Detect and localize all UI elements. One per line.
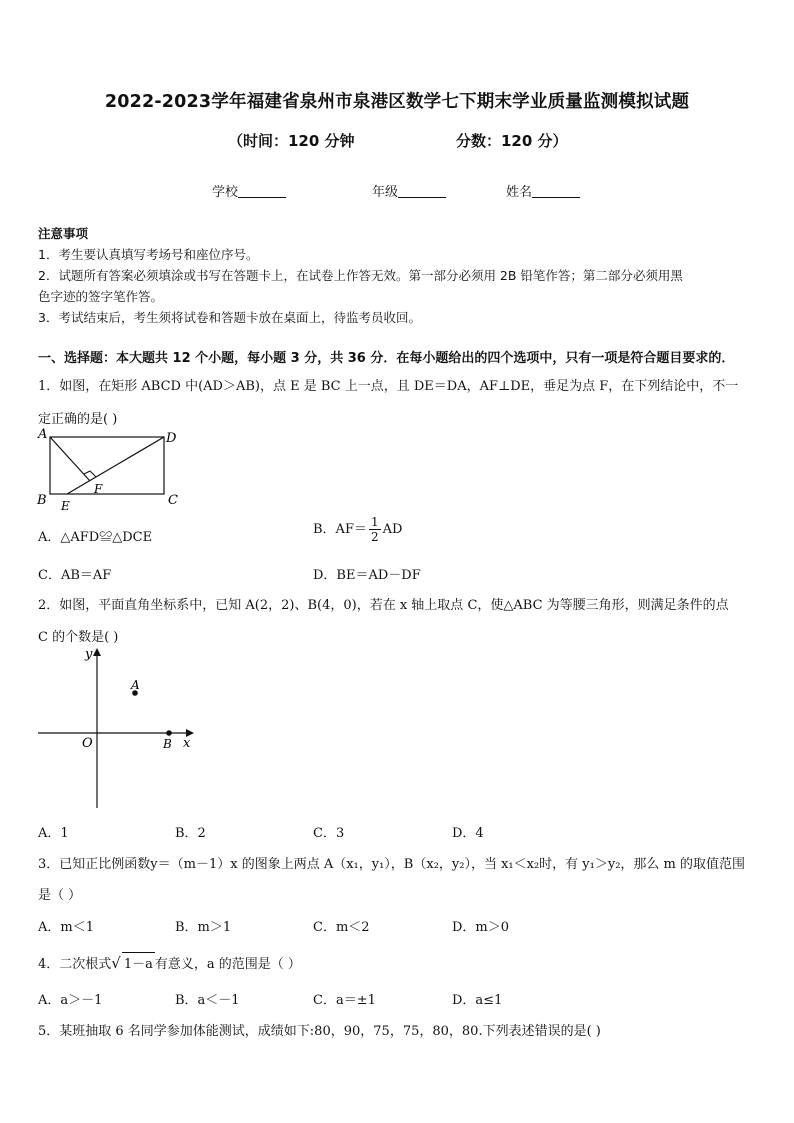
exam-time: （时间：120 分钟 xyxy=(228,132,355,150)
fraction-one-half xyxy=(369,515,381,544)
grade-label: 年级 xyxy=(372,185,399,200)
grade-blank xyxy=(398,185,446,198)
sqrt-symbol: √ xyxy=(111,954,121,972)
label-a: A xyxy=(38,427,48,442)
question-5-text: 5．某班抽取 6 名同学参加体能测试，成绩如下:80，90，75，75，80，80.下列表述错误的是( ) xyxy=(38,1024,601,1039)
q1-option-b-prefix: B．AF＝ xyxy=(313,522,367,537)
school-blank xyxy=(238,185,286,198)
notes-heading: 注意事项 xyxy=(38,226,89,241)
question-4-text xyxy=(38,952,301,972)
note-item: 1．考生要认真填写考场号和座位序号。 xyxy=(38,247,259,262)
label-e: E xyxy=(61,499,70,513)
question-2-text-cont: C 的个数是( ) xyxy=(38,630,119,645)
question-1-text: 1．如图，在矩形 ABCD 中(AD＞AB)，点 E 是 BC 上一点，且 DE＝DA，AF⊥DE，垂足为点 F，在下列结论中，不一 xyxy=(38,379,739,394)
q2-option-d[interactable]: D．4 xyxy=(452,826,484,841)
label-y: y xyxy=(85,647,93,662)
segment-de xyxy=(67,437,164,494)
question-2-text: 2．如图，平面直角坐标系中，已知 A(2，2)、B(4，0)，若在 x 轴上取点 C，使△ABC 为等腰三角形，则满足条件的点 xyxy=(38,598,729,613)
fraction-denominator: 2 xyxy=(370,530,379,544)
question-3-text-a: 3．已知正比例函数 xyxy=(38,857,151,872)
label-b: B xyxy=(37,493,47,508)
q1-option-b[interactable] xyxy=(313,515,402,544)
q4-option-d[interactable]: D．a≤1 xyxy=(452,993,503,1008)
grade-field[interactable] xyxy=(372,181,446,200)
q2-option-a[interactable]: A．1 xyxy=(38,826,69,841)
q4-option-a[interactable]: A．a＞－1 xyxy=(38,993,103,1008)
section-heading: 一、选择题：本大题共 12 个小题，每小题 3 分，共 36 分．在每小题给出的四个选项中，只有一项是符合题目要求的． xyxy=(38,351,735,366)
label-o: O xyxy=(82,736,93,751)
note-item: 色字迹的签字笔作答。 xyxy=(38,289,164,304)
rectangle-abcd xyxy=(50,437,164,494)
q1-option-b-suffix: AD xyxy=(382,522,403,537)
q3-option-a[interactable]: A．m＜1 xyxy=(38,920,94,935)
exam-score: 分数：120 分） xyxy=(456,132,568,150)
label-f: F xyxy=(94,482,103,496)
q4-option-b[interactable]: B．a＜－1 xyxy=(175,993,240,1008)
label-c: C xyxy=(168,493,178,508)
school-field[interactable] xyxy=(212,181,286,200)
name-label: 姓名 xyxy=(506,185,533,200)
coordinate-figure xyxy=(30,640,200,812)
question-4-prefix: 4．二次根式 xyxy=(38,957,112,972)
label-x: x xyxy=(183,736,191,751)
question-3-text xyxy=(38,853,745,872)
y-axis-arrow xyxy=(93,648,101,656)
q1-option-d[interactable]: D．BE＝AD－DF xyxy=(313,568,421,583)
point-b xyxy=(166,730,172,736)
q2-option-c[interactable]: C．3 xyxy=(313,826,345,841)
note-item: 3．考试结束后，考生须将试卷和答题卡放在桌面上，待监考员收回。 xyxy=(38,310,421,325)
label-b: B xyxy=(163,737,172,751)
segment-af xyxy=(50,437,90,481)
school-label: 学校 xyxy=(212,185,239,200)
label-d: D xyxy=(166,431,177,446)
q3-option-c[interactable]: C．m＜2 xyxy=(313,920,370,935)
q2-option-b[interactable]: B．2 xyxy=(175,826,206,841)
name-field[interactable] xyxy=(506,181,580,200)
q3-option-d[interactable]: D．m＞0 xyxy=(452,920,510,935)
q1-option-c[interactable]: C．AB＝AF xyxy=(38,568,112,583)
label-a: A xyxy=(131,678,140,692)
question-3-text-b: y＝（m－1）x 的图象上两点 A（x₁，y₁），B（x₂，y₂），当 x₁＜x₂时，有 y₁＞y₂，那么 m 的取值范围 xyxy=(150,857,746,872)
rectangle-figure xyxy=(30,426,190,516)
question-1-text-cont: 定正确的是( ) xyxy=(38,412,118,427)
question-3-text-cont: 是（ ） xyxy=(38,888,82,903)
name-blank xyxy=(532,185,580,198)
sqrt-radicand: 1－a xyxy=(122,952,155,972)
exam-title: 2022-2023学年福建省泉州市泉港区数学七下期末学业质量监测模拟试题 xyxy=(104,92,690,112)
q3-option-b[interactable]: B．m＞1 xyxy=(175,920,232,935)
q4-option-c[interactable]: C．a＝±1 xyxy=(313,993,376,1008)
fraction-numerator: 1 xyxy=(370,515,379,529)
question-4-suffix: 有意义，a 的范围是（ ） xyxy=(154,957,301,972)
note-item: 2．试题所有答案必须填涂或书写在答题卡上，在试卷上作答无效。第一部分必须用 2B 铅笔作答；第二部分必须用黑 xyxy=(38,268,683,283)
q1-option-a[interactable]: A．△AFD≌△DCE xyxy=(38,530,153,545)
